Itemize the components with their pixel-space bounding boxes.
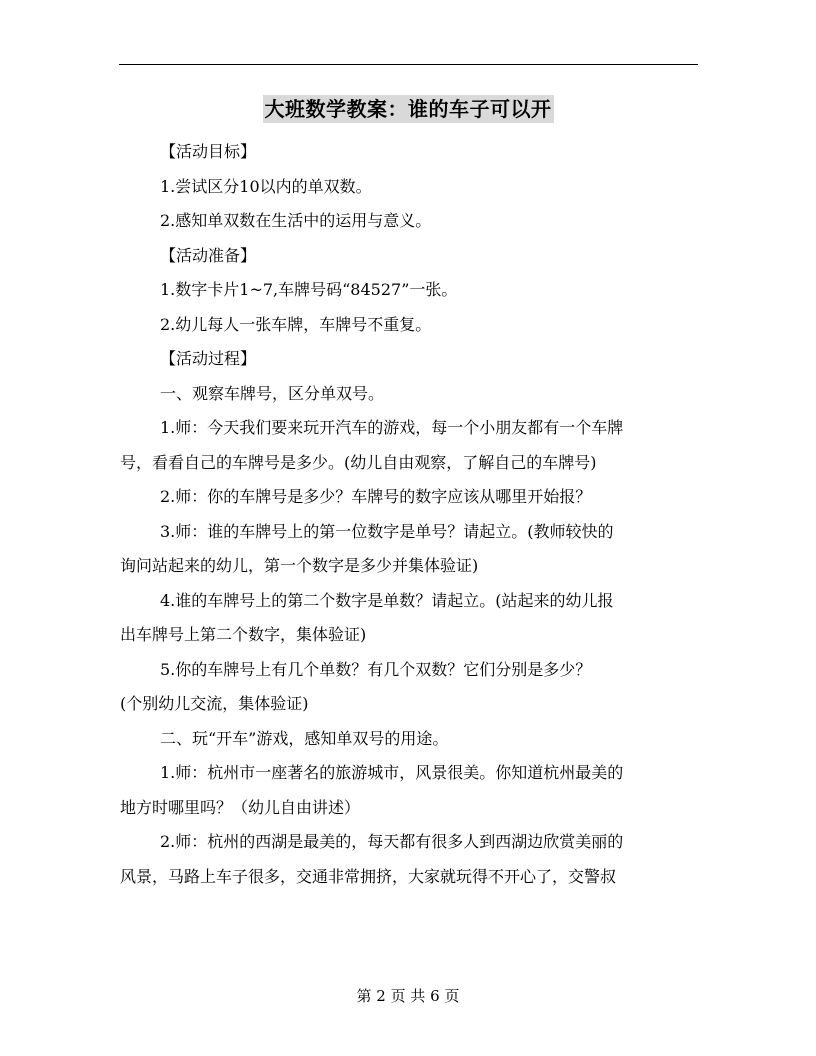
paragraph-line: (个别幼儿交流，集体验证) bbox=[120, 694, 309, 713]
paragraph-line: 2.幼儿每人一张车牌，车牌号不重复。 bbox=[160, 314, 432, 334]
paragraph-line: 4.谁的车牌号上的第二个数字是单数？请起立。(站起来的幼儿报 bbox=[160, 590, 614, 610]
section-heading-goals: 【活动目标】 bbox=[160, 142, 257, 161]
section-heading-process: 【活动过程】 bbox=[160, 349, 257, 368]
paragraph-line: 1.数字卡片1~7,车牌号码“84527”一张。 bbox=[160, 280, 458, 299]
paragraph-line: 号，看看自己的车牌号是多少。(幼儿自由观察，了解自己的车牌号) bbox=[120, 452, 597, 472]
document-body bbox=[120, 135, 698, 894]
paragraph-line: 地方时哪里吗？（幼儿自由讲述） bbox=[120, 797, 361, 817]
paragraph-line: 3.师：谁的车牌号上的第一位数字是单号？请起立。(教师较快的 bbox=[160, 521, 614, 541]
title-container bbox=[0, 95, 816, 123]
document-title: 大班数学教案：谁的车子可以开 bbox=[264, 97, 552, 121]
paragraph-line: 1.师：今天我们要来玩开汽车的游戏，每一个小朋友都有一个车牌 bbox=[160, 418, 624, 437]
paragraph-line: 询问站起来的幼儿，第一个数字是多少并集体验证) bbox=[120, 556, 479, 575]
paragraph-line: 二、玩“开车”游戏，感知单双号的用途。 bbox=[160, 728, 449, 748]
section-heading-preparation: 【活动准备】 bbox=[160, 245, 257, 265]
paragraph-line: 5.你的车牌号上有几个单数？有几个双数？它们分别是多少？ bbox=[160, 659, 592, 679]
paragraph-line: 风景，马路上车子很多，交通非常拥挤，大家就玩得不开心了，交警叔 bbox=[120, 866, 617, 886]
paragraph-line: 2.感知单双数在生活中的运用与意义。 bbox=[160, 211, 432, 230]
paragraph-line: 2.师：你的车牌号是多少？车牌号的数字应该从哪里开始报？ bbox=[160, 487, 592, 506]
header-rule bbox=[119, 64, 698, 65]
paragraph-line: 出车牌号上第二个数字，集体验证) bbox=[120, 625, 367, 644]
paragraph-line: 1.尝试区分10以内的单双数。 bbox=[160, 176, 372, 196]
paragraph-line: 1.师：杭州市一座著名的旅游城市，风景很美。你知道杭州最美的 bbox=[160, 763, 624, 782]
paragraph-line: 一、观察车牌号，区分单双号。 bbox=[160, 383, 385, 403]
paragraph-line: 2.师：杭州的西湖是最美的，每天都有很多人到西湖边欣赏美丽的 bbox=[160, 832, 624, 851]
page-number-footer: 第 2 页 共 6 页 bbox=[356, 987, 460, 1005]
